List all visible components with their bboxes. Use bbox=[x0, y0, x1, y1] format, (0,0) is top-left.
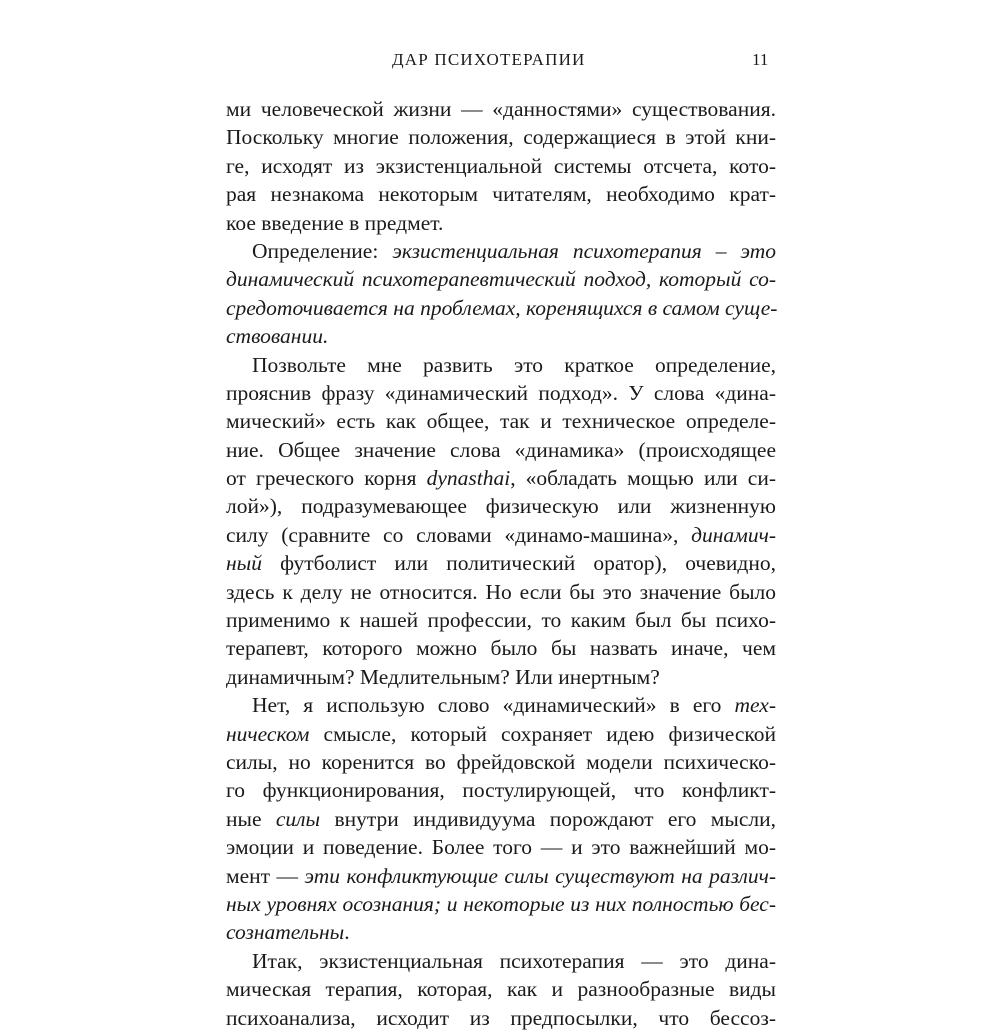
body-text bbox=[226, 95, 776, 1032]
text-line: рая незнакома некоторым читателям, необходимо крат- bbox=[226, 182, 776, 207]
running-head: ДАР ПСИХОТЕРАПИИ bbox=[392, 50, 586, 69]
text-line: кое введение в предмет. bbox=[226, 210, 444, 235]
text-line: средоточивается на проблемах, коренящихся в самом суще- bbox=[226, 295, 778, 320]
text-line: психоанализа, исходит из предпосылки, что бессоз- bbox=[226, 1005, 776, 1030]
text-line: Позвольте мне развить это краткое определение, bbox=[252, 352, 776, 377]
text-line: ствовании. bbox=[226, 324, 329, 349]
text-line: сознательны. bbox=[226, 920, 350, 945]
text-line: ные силы внутри индивидуума порождают его мысли, bbox=[226, 806, 776, 831]
text-line: терапевт, которого можно было бы назвать иначе, чем bbox=[226, 636, 776, 661]
text-line: Нет, я использую слово «динамический» в его тех- bbox=[252, 693, 776, 718]
text-line: применимо к нашей профессии, то каким был бы психо- bbox=[226, 608, 776, 633]
text-line: мент — эти конфликтующие силы существуют на различ- bbox=[226, 863, 776, 888]
text-line: Итак, экзистенциальная психотерапия — это дина- bbox=[252, 948, 776, 973]
text-line: динамический психотерапевтический подход, который со- bbox=[226, 267, 776, 292]
text-line: ническом смысле, который сохраняет идею физической bbox=[226, 721, 776, 746]
text-line: ный футболист или политический оратор), очевидно, bbox=[226, 551, 776, 576]
text-line: ге, исходят из экзистенциальной системы отсчета, кото- bbox=[226, 153, 776, 178]
text-line: здесь к делу не относится. Но если бы это значение было bbox=[226, 579, 776, 604]
text-line: от греческого корня dynasthai, «обладать мощью или си- bbox=[226, 466, 777, 491]
page-number: 11 bbox=[752, 50, 769, 69]
text-line: эмоции и поведение. Более того — и это важнейший мо- bbox=[226, 835, 776, 860]
text-line: мический» есть как общее, так и техническое определе- bbox=[226, 409, 776, 434]
text-line: лой»), подразумевающее физическую или жизненную bbox=[226, 494, 776, 519]
text-line: ми человеческой жизни — «данностями» существования. bbox=[226, 97, 776, 121]
text-line: го функционирования, постулирующей, что конфликт- bbox=[226, 778, 776, 803]
text-line: ных уровнях осознания; и некоторые из них полностью бес- bbox=[226, 891, 776, 916]
text-line: Определение: экзистенциальная психотерапия – это bbox=[252, 238, 777, 263]
text-line: прояснив фразу «динамический подход». У слова «дина- bbox=[226, 380, 776, 405]
text-line: силы, но коренится во фрейдовской модели психическо- bbox=[226, 749, 776, 774]
text-line: динамичным? Медлительным? Или инертным? bbox=[226, 664, 660, 689]
text-line: мическая терапия, которая, как и разнообразные виды bbox=[226, 977, 776, 1002]
text-line: Поскольку многие положения, содержащиеся в этой кни- bbox=[226, 125, 776, 150]
text-line: силу (сравните со словами «динамо-машина», динамич- bbox=[226, 522, 776, 547]
text-line: ние. Общее значение слова «динамика» (происходящее bbox=[226, 437, 776, 462]
